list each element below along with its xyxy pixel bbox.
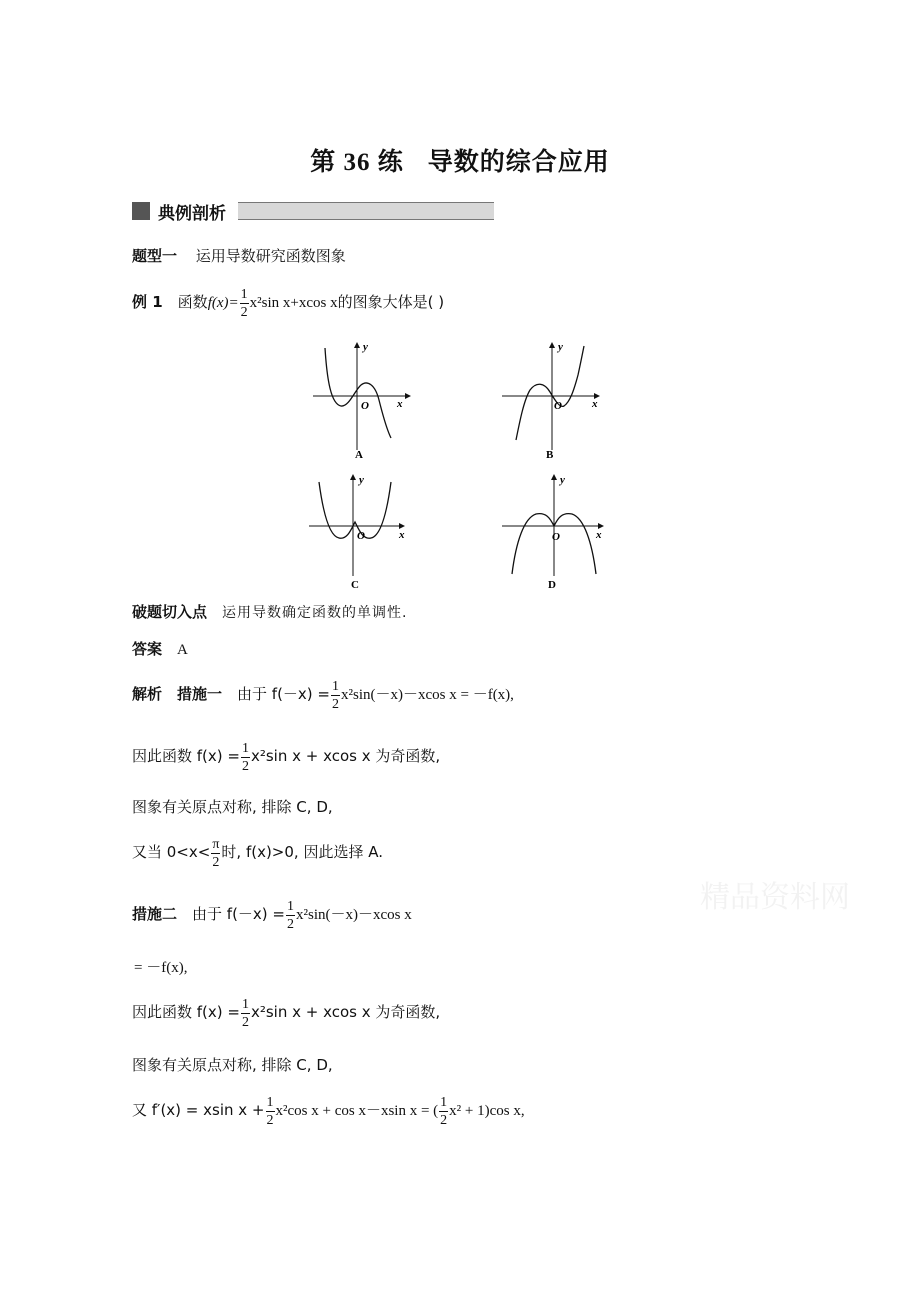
breakthrough-text: 运用导数确定函数的单调性. — [222, 605, 408, 621]
answer-value: A — [177, 642, 188, 658]
x-label: x — [596, 529, 602, 541]
x-axis-arrow-icon — [405, 393, 411, 399]
analysis-label: 解析 — [132, 684, 163, 703]
title-number: 第 36 练 — [310, 149, 404, 176]
analysis-line-4 — [132, 836, 383, 871]
y-label: y — [558, 341, 563, 353]
frac-num: 1 — [266, 1095, 274, 1110]
origin-label: O — [361, 400, 369, 412]
problem-type-line — [132, 245, 346, 266]
frac-num: 1 — [240, 287, 248, 302]
title-topic: 导数的综合应用 — [427, 149, 610, 176]
analysis-line-6 — [132, 996, 440, 1031]
graph-label-c: C — [351, 579, 359, 591]
half-fraction — [331, 678, 340, 713]
pi-half-fraction — [211, 836, 220, 871]
origin-label: O — [357, 530, 365, 542]
answer-line — [132, 638, 188, 659]
analysis-line-1 — [132, 678, 514, 713]
m2-part-a: 由于 f(－x) = — [192, 904, 285, 923]
m1-part-b: x²sin(－x)－xcos x = －f(x), — [341, 686, 514, 703]
y-axis-arrow-icon — [354, 342, 360, 348]
problem-type-label: 题型一 — [132, 247, 178, 265]
line6-part-b: x²sin x + xcos x 为奇函数, — [250, 1002, 441, 1021]
example-line — [132, 286, 444, 321]
curve-b — [516, 346, 584, 440]
curve-c — [319, 482, 391, 538]
graph-a — [305, 340, 415, 465]
section-square-icon — [132, 202, 150, 220]
analysis-line-2 — [132, 740, 440, 775]
section-label: 典例剖析 — [158, 203, 226, 224]
line2-part-b: x²sin x + xcos x 为奇函数, — [250, 746, 441, 765]
frac-num: 1 — [241, 997, 249, 1012]
y-axis-arrow-icon — [350, 474, 356, 480]
answer-label: 答案 — [132, 640, 163, 658]
x-label: x — [399, 529, 405, 541]
y-label: y — [560, 474, 565, 486]
half-fraction — [286, 898, 295, 933]
analysis-line-7: 图象有关原点对称, 排除 C, D, — [132, 1056, 333, 1074]
example-prefix: 函数 — [177, 292, 208, 311]
frac-den: 2 — [241, 1015, 249, 1030]
frac-den: 2 — [332, 697, 339, 712]
section-divider-bar — [238, 202, 494, 220]
y-label: y — [363, 341, 368, 353]
problem-type-text: 运用导数研究函数图象 — [195, 247, 346, 265]
graph-b — [498, 340, 608, 465]
line2-part-a: 因此函数 f(x) = — [132, 746, 240, 765]
example-fx: f(x)= — [207, 294, 239, 311]
half-fraction — [266, 1094, 275, 1129]
line6-part-a: 因此函数 f(x) = — [132, 1002, 240, 1021]
y-axis-arrow-icon — [551, 474, 557, 480]
half-fraction — [439, 1094, 448, 1129]
x-label: x — [592, 398, 598, 410]
page-title — [0, 142, 920, 178]
frac-den: 2 — [440, 1113, 448, 1128]
breakthrough-line — [132, 601, 407, 622]
origin-label: O — [554, 400, 562, 412]
m1-part-a: 由于 f(－x) = — [237, 684, 330, 703]
analysis-line-8 — [132, 1094, 525, 1129]
half-fraction — [240, 286, 249, 321]
y-axis-arrow-icon — [549, 342, 555, 348]
line4-part-b: 时, f(x)>0, 因此选择 A. — [221, 842, 383, 861]
method-1-label: 措施一 — [177, 684, 223, 703]
frac-num: 1 — [332, 679, 339, 694]
graph-label-a: A — [355, 449, 363, 461]
line8-part-a: 又 f′(x) = xsin x + — [132, 1100, 265, 1119]
analysis-line-5b: = －f(x), — [134, 960, 188, 976]
frac-num: π — [212, 837, 220, 852]
line4-part-a: 又当 0<x< — [132, 842, 211, 861]
example-expr: x²sin x+xcos x — [249, 294, 338, 311]
frac-den: 2 — [241, 759, 249, 774]
curve-a — [325, 348, 391, 438]
watermark: 精品资料网 — [700, 880, 850, 915]
graph-d — [498, 472, 608, 594]
method-2-label: 措施二 — [132, 904, 178, 923]
origin-label: O — [552, 531, 560, 543]
frac-den: 2 — [212, 855, 220, 870]
y-label: y — [359, 474, 364, 486]
example-label: 例 1 — [132, 292, 163, 311]
section-header — [132, 200, 494, 222]
frac-num: 1 — [286, 899, 294, 914]
graph-c — [305, 472, 415, 594]
m2-part-b: x²sin(－x)－xcos x — [295, 906, 412, 923]
analysis-line-5 — [132, 898, 412, 933]
line8-part-c: x² + 1)cos x, — [449, 1102, 525, 1119]
breakthrough-label: 破题切入点 — [132, 603, 208, 621]
frac-den: 2 — [286, 917, 294, 932]
frac-num: 1 — [440, 1095, 448, 1110]
x-label: x — [397, 398, 403, 410]
frac-num: 1 — [241, 741, 249, 756]
half-fraction — [241, 740, 250, 775]
graph-label-b: B — [546, 449, 554, 461]
line8-part-b: x²cos x + cos x－xsin x = ( — [275, 1102, 439, 1119]
example-suffix: 的图象大体是( ) — [337, 292, 445, 311]
frac-den: 2 — [266, 1113, 274, 1128]
half-fraction — [241, 996, 250, 1031]
graph-label-d: D — [548, 579, 556, 591]
frac-den: 2 — [240, 305, 248, 320]
analysis-line-3: 图象有关原点对称, 排除 C, D, — [132, 798, 333, 816]
